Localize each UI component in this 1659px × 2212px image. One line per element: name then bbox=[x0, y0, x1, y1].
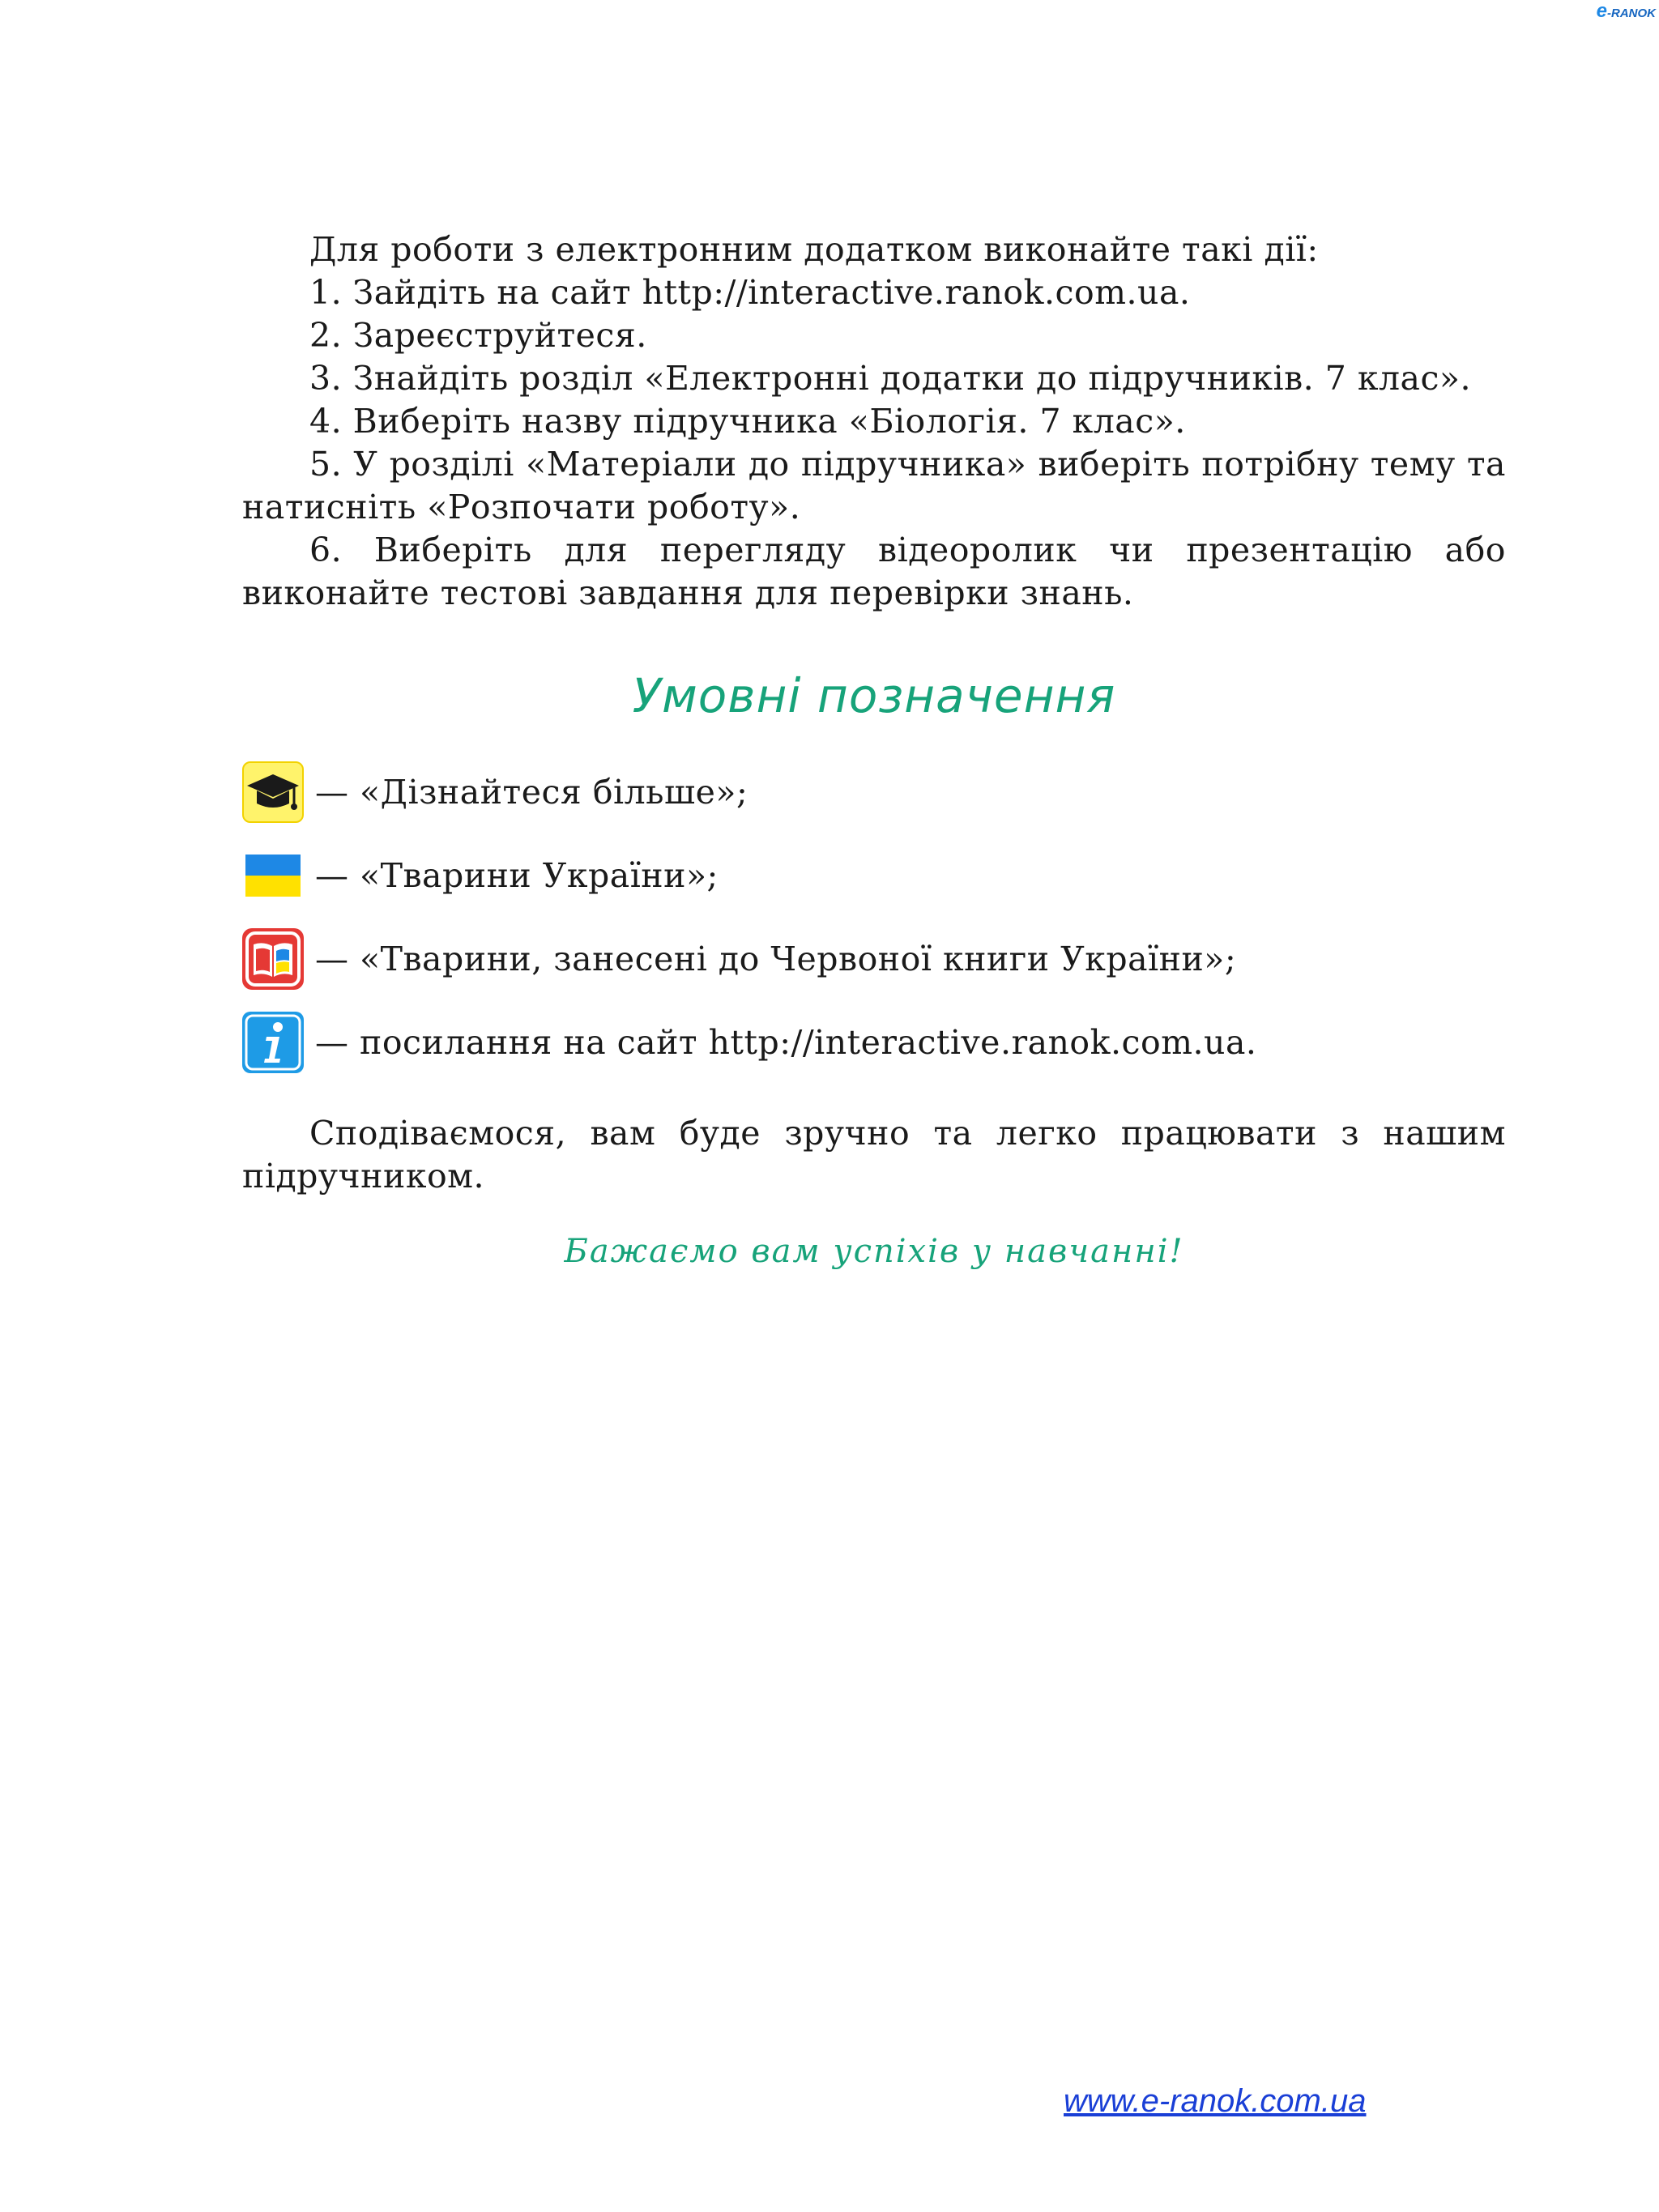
legend-item-learn-more bbox=[242, 761, 1506, 823]
step-4: 4. Виберіть назву підручника «Біологія. 7 клас». bbox=[309, 402, 1186, 441]
step-5: 5. У розділі «Матеріали до підручника» виберіть потрібну тему та натисніть «Розпочати роботу». bbox=[242, 445, 1506, 526]
step-3: 3. Знайдіть розділ «Електронні додатки до підручників. 7 клас». bbox=[309, 359, 1472, 398]
step-2: 2. Зареєструйтеся. bbox=[309, 316, 647, 355]
legend-text-learn-more: — «Дізнайтеся більше»; bbox=[315, 772, 748, 812]
legend-text-site-link: — посилання на сайт http://interactive.ranok.com.ua. bbox=[315, 1022, 1257, 1062]
legend-text-red-book: — «Тварини, занесені до Червоної книги України»; bbox=[315, 939, 1237, 978]
closing-text: Сподіваємося, вам буде зручно та легко працювати з нашим підручником. bbox=[242, 1114, 1506, 1196]
graduation-cap-icon bbox=[242, 761, 304, 823]
info-icon bbox=[242, 1012, 304, 1073]
legend-item-red-book bbox=[242, 928, 1506, 990]
legend-list bbox=[242, 761, 1506, 1073]
red-book-icon bbox=[242, 928, 304, 990]
legend-item-animals-ukraine bbox=[242, 845, 1506, 906]
legend-text-animals-ukraine: — «Тварини України»; bbox=[315, 855, 719, 895]
closing-wish: Бажаємо вам успіхів у навчанні! bbox=[564, 1233, 1184, 1270]
step-6: 6. Виберіть для перегляду відеоролик чи презентацію або виконайте тестові завдання для перевірки знань. bbox=[242, 531, 1506, 612]
ukraine-flag-icon bbox=[242, 845, 304, 906]
step-1: 1. Зайдіть на сайт http://interactive.ranok.com.ua. bbox=[309, 273, 1191, 312]
legend-title: Умовні позначення bbox=[632, 668, 1116, 723]
publisher-logo: e-RANOK bbox=[1596, 0, 1656, 22]
publisher-site-link[interactable]: www.e-ranok.com.ua bbox=[1064, 2083, 1367, 2119]
page-content bbox=[242, 228, 1506, 1273]
intro-lead: Для роботи з електронним додатком виконайте такі дії: bbox=[309, 230, 1319, 269]
legend-item-site-link bbox=[242, 1012, 1506, 1073]
